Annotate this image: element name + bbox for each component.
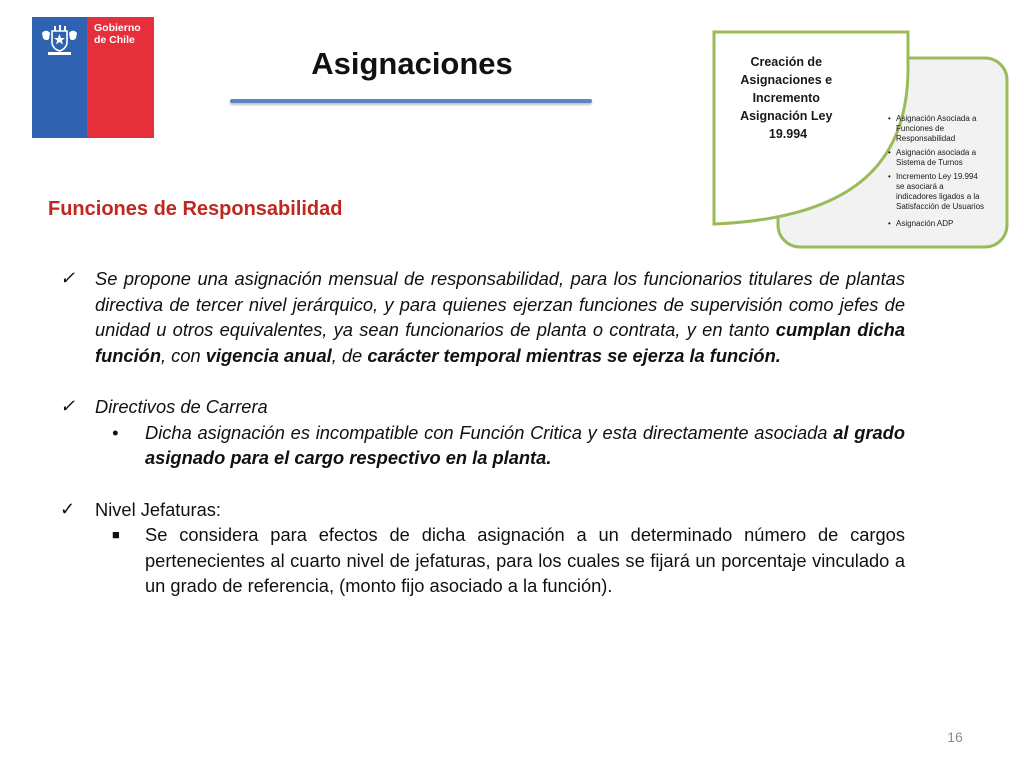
diagram-bullet-dot: • xyxy=(888,172,891,181)
logo-red-panel xyxy=(87,17,154,138)
diagram-bullet-dot: • xyxy=(888,148,891,157)
diagram-bullet-item: Asignación Asociada a Funciones de Responsabilidad xyxy=(896,114,977,143)
logo-blue-panel xyxy=(32,17,87,138)
square-bullet-icon: ■ xyxy=(112,527,120,542)
diagram-bullet-item: Incremento Ley 19.994 se asociará a indicadores ligados a la Satisfacción de Usuarios xyxy=(896,172,985,211)
logo-line-1: Gobierno xyxy=(94,22,141,34)
diagram-bullet-item: Asignación asociada a Sistema de Turnos xyxy=(896,148,977,167)
diagram-bullet-dot: • xyxy=(888,114,891,123)
diagram-header-line: Creación de xyxy=(750,55,823,69)
section-heading: Funciones de Responsabilidad xyxy=(48,198,343,220)
page-title: Asignaciones xyxy=(311,46,513,81)
bullet-icon: • xyxy=(112,421,119,443)
diagram-bullet-item: Asignación ADP xyxy=(896,219,954,228)
assignments-diagram xyxy=(700,28,1012,258)
list-item-heading: Nivel Jefaturas: xyxy=(95,498,221,520)
gobierno-de-chile-logo xyxy=(32,17,154,138)
logo-line-2: de Chile xyxy=(94,34,135,46)
content-body xyxy=(60,266,905,599)
page-number: 16 xyxy=(947,729,963,745)
diagram-header-line: Asignaciones e xyxy=(740,73,833,87)
checkmark-icon: ✓ xyxy=(60,268,76,288)
list-item-heading: Directivos de Carrera xyxy=(95,396,268,417)
logo-crest-area xyxy=(32,17,87,87)
chile-coat-of-arms-icon xyxy=(38,23,81,57)
list-item-directivos xyxy=(60,394,905,420)
logo-text xyxy=(94,22,141,46)
sub-item-jefaturas: ■ Se considera para efectos de dicha asignación a un determinado número de cargos pertenecientes al cuarto nivel de jefaturas, para los cuales se fijará un porcentaje vinculado a un grado de referencia, (monto fijo asociado a la función). xyxy=(112,524,905,596)
list-item-jefaturas xyxy=(60,497,905,523)
diagram-header-line: Incremento xyxy=(752,91,820,105)
checkmark-icon: ✓ xyxy=(60,498,76,519)
diagram-bullet-dot: • xyxy=(888,219,891,228)
list-item-responsibility: ✓ Se propone una asignación mensual de responsabilidad, para los funcionarios titulares de plantas directiva de tercer nivel jerárquico, y para quienes ejerzan funciones de supervisión como jefes de unidad u otros equivalentes, ya sean funcionarios de planta o contrata, y en tanto cumplan dicha función, con vigencia anual, de carácter temporal mientras se ejerza la función. xyxy=(60,268,905,366)
diagram-header-line: Asignación Ley xyxy=(740,109,833,123)
diagram-header-line: 19.994 xyxy=(768,127,808,141)
checkmark-icon: ✓ xyxy=(60,396,76,416)
sub-item-directivos: • Dicha asignación es incompatible con Función Critica y esta directamente asociada al grado asignado para el cargo respectivo en la planta. xyxy=(112,421,905,468)
title-underline xyxy=(230,99,592,103)
